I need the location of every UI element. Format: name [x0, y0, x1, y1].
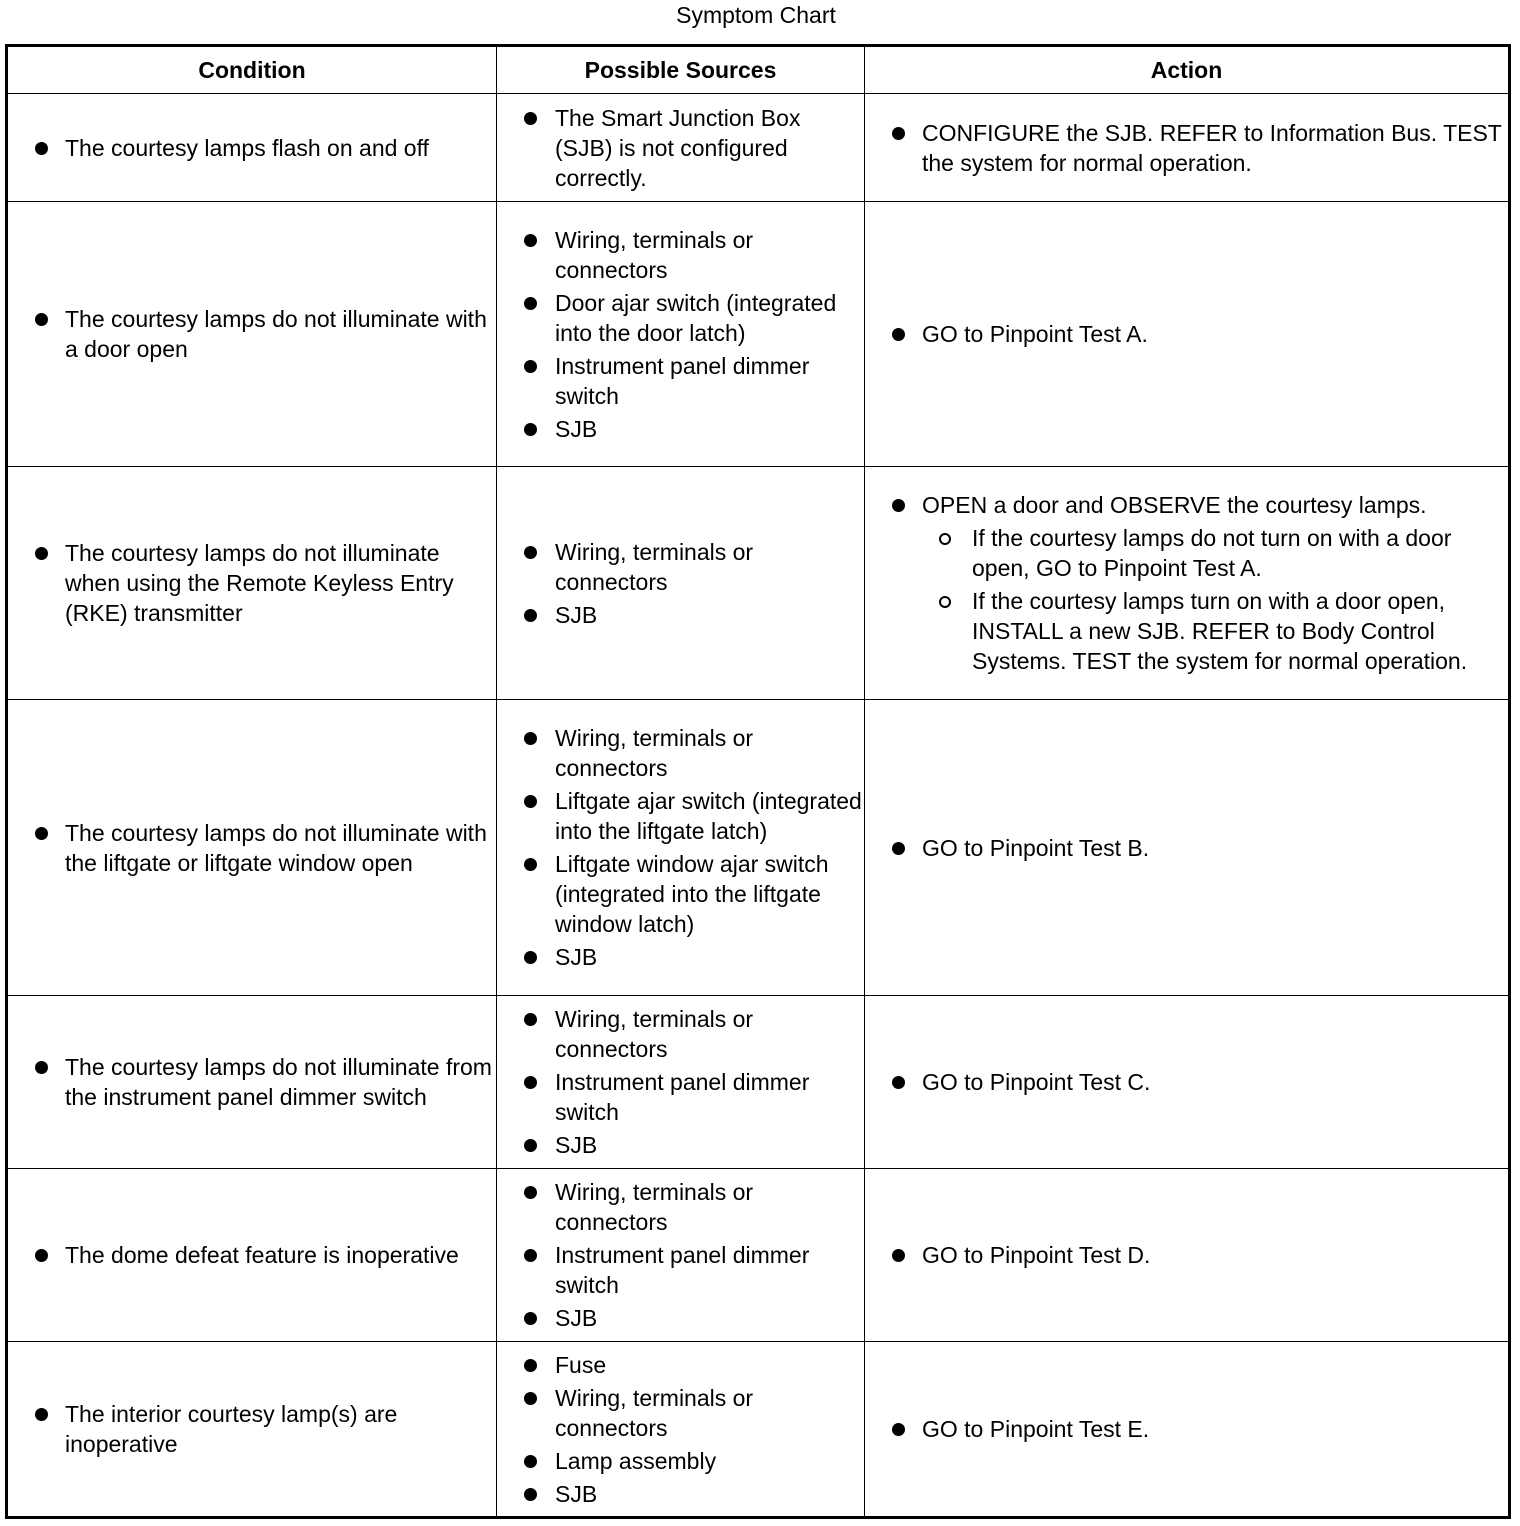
action-item	[865, 490, 1508, 676]
source-item: Wiring, terminals or connectors	[497, 537, 864, 597]
table-row	[7, 1169, 1510, 1342]
table-row	[7, 1342, 1510, 1518]
action-text: GO to Pinpoint Test C.	[865, 1067, 1508, 1097]
condition-cell	[7, 94, 497, 202]
action-cell	[865, 94, 1510, 202]
sources-cell	[497, 94, 865, 202]
action-cell	[865, 700, 1510, 996]
source-item: Lamp assembly	[497, 1446, 864, 1476]
source-item: Instrument panel dimmer switch	[497, 1067, 864, 1127]
source-item: Wiring, terminals or connectors	[497, 1383, 864, 1443]
source-item: SJB	[497, 1130, 864, 1160]
action-subitem: If the courtesy lamps turn on with a door open, INSTALL a new SJB. REFER to Body Control Systems. TEST the system for normal operation.	[922, 586, 1508, 676]
table-row	[7, 700, 1510, 996]
source-item: SJB	[497, 414, 864, 444]
action-cell	[865, 1169, 1510, 1342]
sources-header: Possible Sources	[497, 46, 865, 94]
sources-cell	[497, 202, 865, 467]
source-item: Instrument panel dimmer switch	[497, 351, 864, 411]
action-text: CONFIGURE the SJB. REFER to Information Bus. TEST the system for normal operation.	[865, 118, 1508, 178]
condition-header: Condition	[7, 46, 497, 94]
condition-text: The interior courtesy lamp(s) are inoperative	[8, 1399, 496, 1459]
condition-cell	[7, 202, 497, 467]
action-text: GO to Pinpoint Test E.	[865, 1414, 1508, 1444]
action-cell	[865, 467, 1510, 700]
condition-text: The courtesy lamps do not illuminate from the instrument panel dimmer switch	[8, 1052, 496, 1112]
source-item: SJB	[497, 942, 864, 972]
condition-cell	[7, 700, 497, 996]
sources-cell	[497, 996, 865, 1169]
table-row	[7, 202, 1510, 467]
action-subitem: If the courtesy lamps do not turn on with a door open, GO to Pinpoint Test A.	[922, 523, 1508, 583]
source-item: Liftgate ajar switch (integrated into the liftgate latch)	[497, 786, 864, 846]
condition-text: The courtesy lamps do not illuminate when using the Remote Keyless Entry (RKE) transmitter	[8, 538, 496, 628]
table-row	[7, 996, 1510, 1169]
action-cell	[865, 202, 1510, 467]
source-item: Wiring, terminals or connectors	[497, 225, 864, 285]
source-item: Liftgate window ajar switch (integrated into the liftgate window latch)	[497, 849, 864, 939]
source-item: Fuse	[497, 1350, 864, 1380]
sources-cell	[497, 467, 865, 700]
action-text: GO to Pinpoint Test D.	[865, 1240, 1508, 1270]
condition-cell	[7, 1342, 497, 1518]
source-item: The Smart Junction Box (SJB) is not configured correctly.	[497, 103, 864, 193]
condition-text: The courtesy lamps do not illuminate with the liftgate or liftgate window open	[8, 818, 496, 878]
action-text: GO to Pinpoint Test A.	[865, 319, 1508, 349]
symptom-chart-table	[5, 44, 1511, 1519]
sources-cell	[497, 1169, 865, 1342]
action-cell	[865, 996, 1510, 1169]
source-item: Instrument panel dimmer switch	[497, 1240, 864, 1300]
condition-text: The courtesy lamps do not illuminate with a door open	[8, 304, 496, 364]
source-item: Wiring, terminals or connectors	[497, 1004, 864, 1064]
table-row	[7, 467, 1510, 700]
action-cell	[865, 1342, 1510, 1518]
table-row	[7, 94, 1510, 202]
condition-cell	[7, 996, 497, 1169]
header-row	[7, 46, 1510, 94]
source-item: Wiring, terminals or connectors	[497, 1177, 864, 1237]
sources-cell	[497, 1342, 865, 1518]
condition-cell	[7, 1169, 497, 1342]
condition-text: The dome defeat feature is inoperative	[8, 1240, 496, 1270]
source-item: Wiring, terminals or connectors	[497, 723, 864, 783]
source-item: SJB	[497, 600, 864, 630]
condition-cell	[7, 467, 497, 700]
chart-title: Symptom Chart	[676, 2, 836, 28]
source-item: SJB	[497, 1303, 864, 1333]
sources-cell	[497, 700, 865, 996]
source-item: SJB	[497, 1479, 864, 1509]
source-item: Door ajar switch (integrated into the door latch)	[497, 288, 864, 348]
action-text: OPEN a door and OBSERVE the courtesy lamps.	[922, 492, 1427, 518]
action-header: Action	[865, 46, 1510, 94]
condition-text: The courtesy lamps flash on and off	[8, 133, 496, 163]
action-text: GO to Pinpoint Test B.	[865, 833, 1508, 863]
